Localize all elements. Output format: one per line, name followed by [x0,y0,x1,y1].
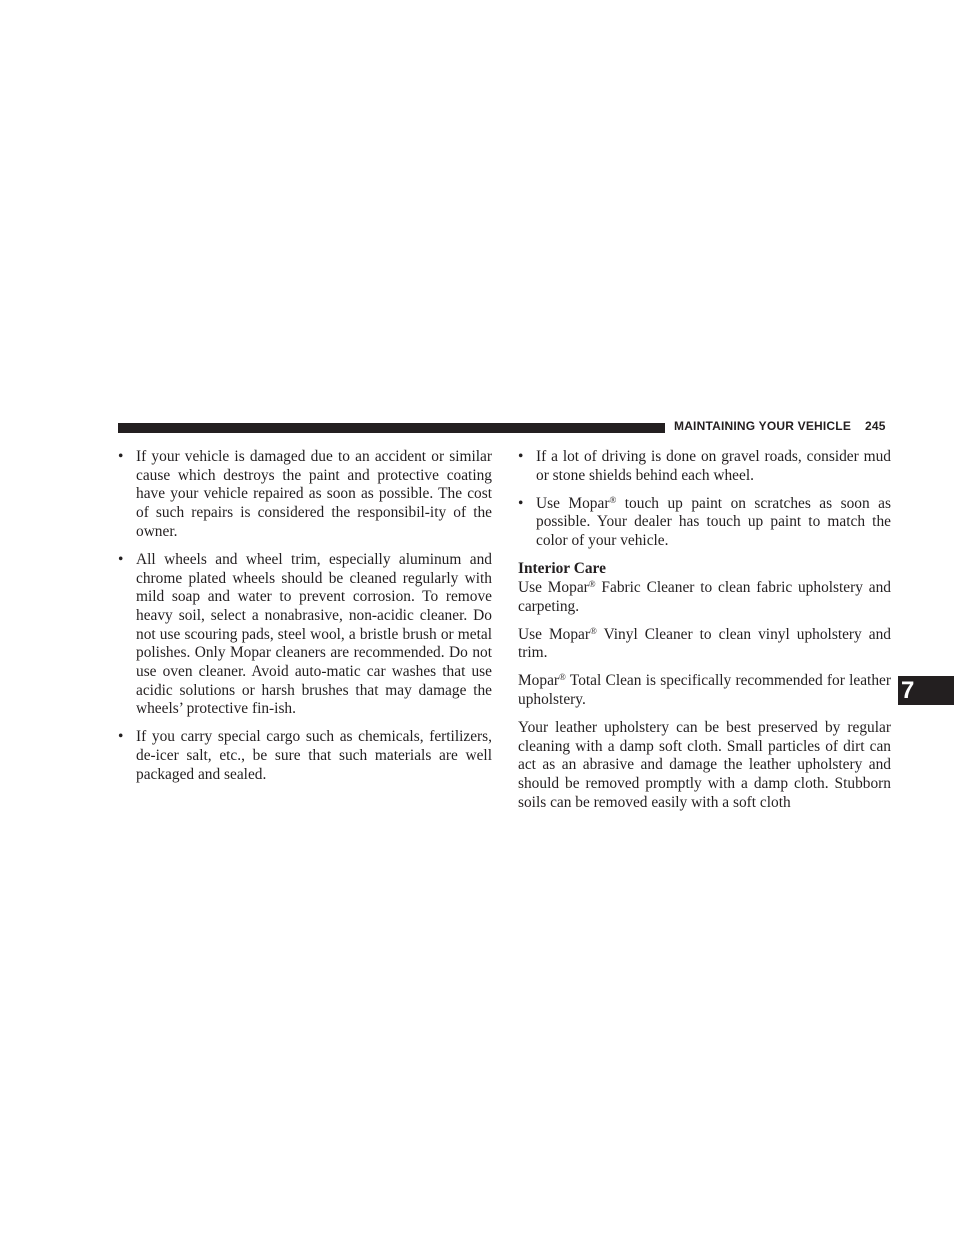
bullet-glyph: • [118,550,124,568]
list-item [118,551,492,719]
list-item-text: All wheels and wheel trim, especially aluminum and chrome plated wheels should be cleaned regularly with mild soap and water to prevent corrosion. To remove heavy soil, select a nonabrasive, non-acidic cleaner. Do not use scouring pads, steel wool, a bristle brush or metal polishes. Only Mopar cleaners are recommended. Do not use oven cleaner. Avoid auto-matic car washes that use acidic solutions or harsh brushes that may damage the wheels’ protective fin-ish. [136,550,492,718]
paragraph: Your leather upholstery can be best preserved by regular cleaning with a damp soft cloth. Small particles of dirt can act as an abrasive and damage the leather upholstery and should be removed promptly with a damp cloth. Stubborn soils can be removed easily with a soft cloth [518,718,891,811]
right-column [518,448,891,822]
text-run: Fabric Cleaner to clean fabric upholstery and carpeting. [518,578,891,615]
list-item [118,728,492,784]
chapter-tab: 7 [898,676,954,705]
running-header [674,419,886,433]
list-item-text: If you carry special cargo such as chemicals, fertilizers, de-icer salt, etc., be sure that such materials are well packaged and sealed. [136,728,492,783]
bullet-glyph: • [118,728,124,746]
text-run: Mopar [518,672,560,690]
list-item-text: If a lot of driving is done on gravel roads, consider mud or stone shields behind each wheel. [536,448,891,484]
bullet-glyph: • [518,448,524,465]
text-run: Use Mopar [536,494,610,512]
text-run: Total Clean is specifically recommended for leather upholstery. [518,672,891,708]
page-number: 245 [865,419,886,433]
paragraph [518,626,891,663]
registered-mark: ® [588,578,596,589]
registered-mark: ® [609,494,617,505]
paragraph [518,579,891,616]
registered-mark: ® [559,672,566,683]
section-heading: Interior Care [518,560,606,578]
text-run: Use Mopar [518,578,589,596]
paragraph [518,672,891,709]
registered-mark: ® [590,625,597,636]
header-rule [118,423,665,433]
list-item-text: If your vehicle is damaged due to an accident or similar cause which destroys the paint and protective coating have your vehicle repaired as soon as possible. The cost of such repairs is considered the responsibil-ity of the owner. [136,448,492,540]
list-item-text [536,495,891,549]
text-run: touch up paint on scratches as soon as possible. Your dealer has touch up paint to match the color of your vehicle. [536,494,891,550]
list-item [518,495,891,551]
text-run: Vinyl Cleaner to clean vinyl upholstery and trim. [518,625,891,662]
bullet-glyph: • [118,448,124,465]
section-title: MAINTAINING YOUR VEHICLE [674,419,852,433]
bullet-glyph: • [518,494,524,512]
left-column [118,448,492,794]
list-item [118,448,492,542]
text-run: Use Mopar [518,625,590,643]
list-item [518,448,891,485]
